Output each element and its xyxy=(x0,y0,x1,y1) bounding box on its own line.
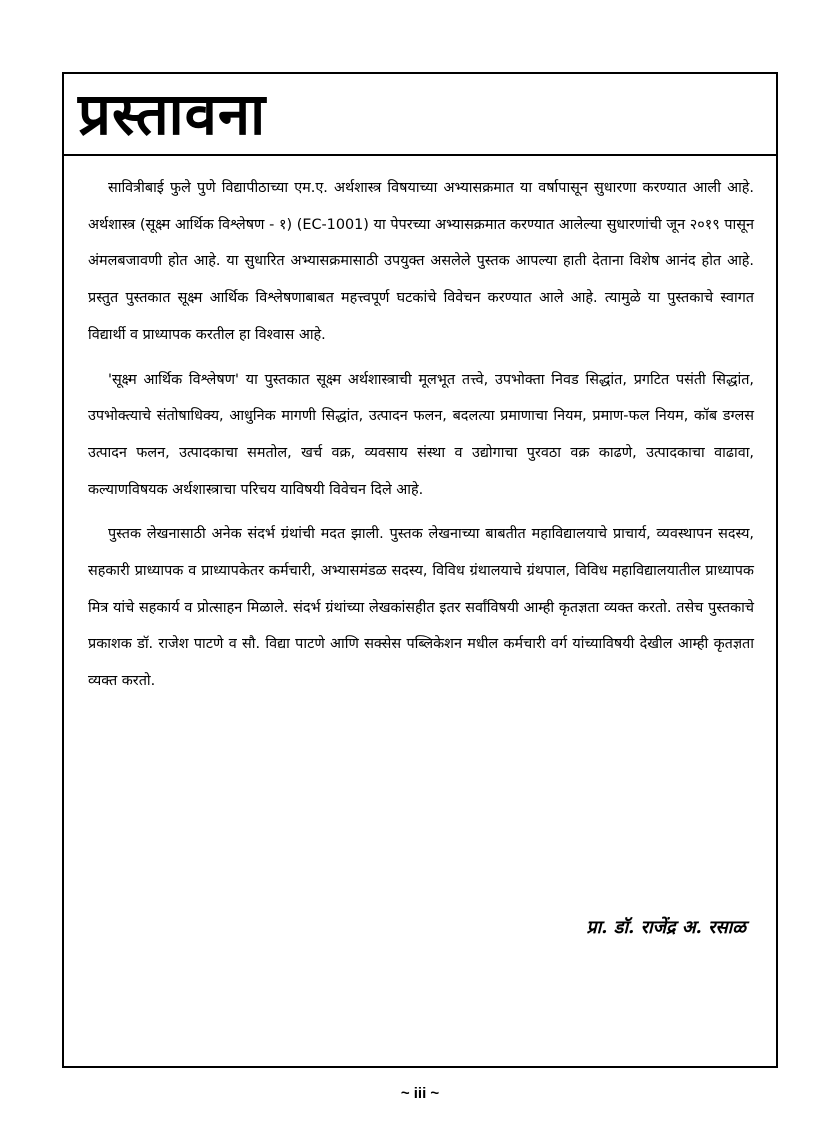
page-number: ~ iii ~ xyxy=(400,1085,440,1102)
page-title: प्रस्तावना xyxy=(78,80,267,148)
preface-body xyxy=(88,170,754,708)
page-frame xyxy=(62,72,778,1068)
author-signature: प्रा. डॉ. राजेंद्र अ. रसाळ xyxy=(586,917,746,938)
paragraph-3: पुस्तक लेखनासाठी अनेक संदर्भ ग्रंथांची मदत झाली. पुस्तक लेखनाच्या बाबतीत महाविद्यालयाचे प्राचार्य, व्यवस्थापन सदस्य, सहकारी प्राध्यापक व प्राध्यापकेतर कर्मचारी, अभ्यासमंडळ सदस्य, विविध ग्रंथालयाचे ग्रंथपाल, विविध महाविद्यालयातील प्राध्यापक मित्र यांचे सहकार्य व प्रोत्साहन मिळाले. संदर्भ ग्रंथांच्या लेखकांसहीत इतर सर्वांविषयी आम्ही कृतज्ञता व्यक्त करतो. तसेच पुस्तकाचे प्रकाशक डॉ. राजेश पाटणे व सौ. विद्या पाटणे आणि सक्सेस पब्लिकेशन मधील कर्मचारी वर्ग यांच्याविषयी देखील आम्ही कृतज्ञता व्यक्त करतो. xyxy=(88,526,754,690)
paragraph-2: 'सूक्ष्म आर्थिक विश्लेषण' या पुस्तकात सूक्ष्म अर्थशास्त्राची मूलभूत तत्त्वे, उपभोक्ता निवड सिद्धांत, प्रगटित पसंती सिद्धांत, उपभोक्त्याचे संतोषाधिक्य, आधुनिक मागणी सिद्धांत, उत्पादन फलन, बदलत्या प्रमाणाचा नियम, प्रमाण-फल नियम, कॉब डग्लस उत्पादन फलन, उत्पादकाचा समतोल, खर्च वक्र, व्यवसाय संस्था व उद्योगाचा पुरवठा वक्र काढणे, उत्पादकाचा वाढावा, कल्याणविषयक अर्थशास्त्राचा परिचय याविषयी विवेचन दिले आहे. xyxy=(88,371,754,498)
paragraph-1: सावित्रीबाई फुले पुणे विद्यापीठाच्या एम.ए. अर्थशास्त्र विषयाच्या अभ्यासक्रमात या वर्षापासून सुधारणा करण्यात आली आहे. अर्थशास्त्र (सूक्ष्म आर्थिक विश्लेषण - १) (EC-1001) या पेपरच्या अभ्यासक्रमात करण्यात आलेल्या सुधारणांची जून २०१९ पासून अंमलबजावणी होत आहे. या सुधारित अभ्यासक्रमासाठी उपयुक्त असलेले पुस्तक आपल्या हाती देताना विशेष आनंद होत आहे. प्रस्तुत पुस्तकात सूक्ष्म आर्थिक विश्लेषणाबाबत महत्त्वपूर्ण घटकांचे विवेचन करण्यात आले आहे. त्यामुळे या पुस्तकाचे स्वागत विद्यार्थी व प्राध्यापक करतील हा विश्वास आहे. xyxy=(88,180,754,343)
title-bar xyxy=(64,74,776,156)
